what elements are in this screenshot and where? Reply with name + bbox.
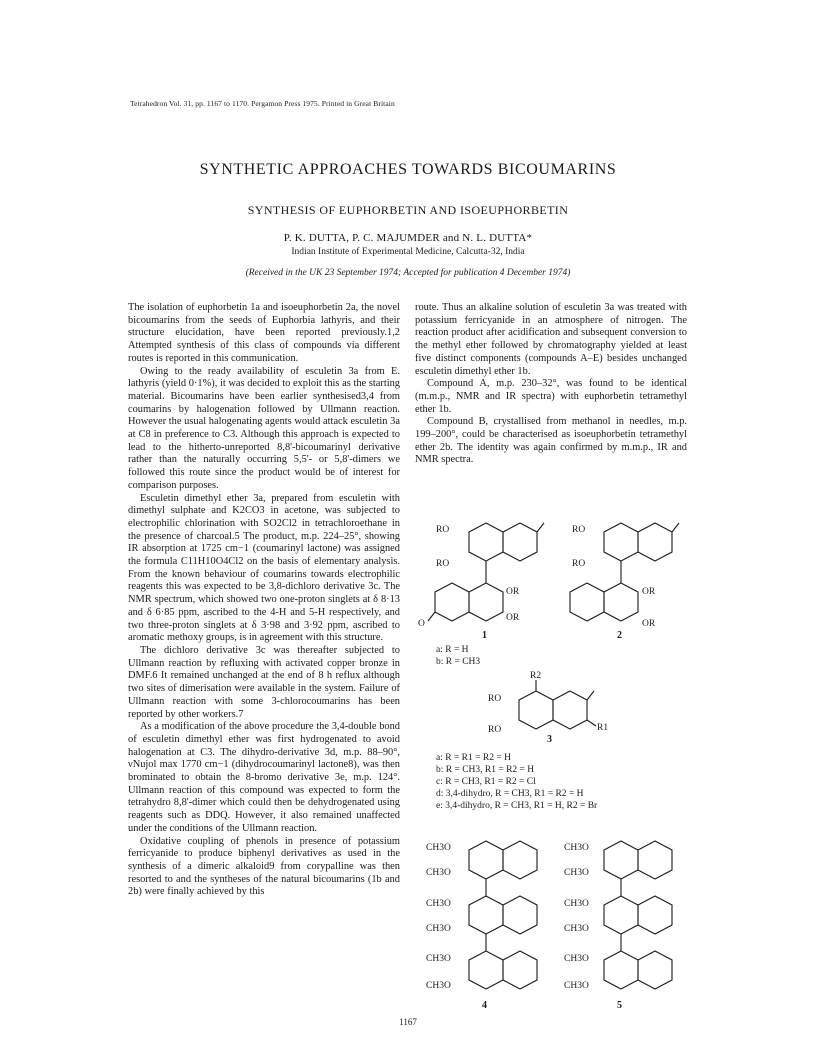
- paragraph: Owing to the ready availability of esculetin 3a from E. lathyris (yield 0·1%), it was decided to exploit this as the starting material. Bicoumarins have been earlier synthesised3,4 from coumarins by halogenation followed by Ullmann reaction. However the usual halogenating agents would attack esculetin 3a at C8 in preference to C3. Although this approach is expected to lead to the hitherto-unreported 8,8'-bicoumarinyl derivative rather than the naturally occurring 5,5'- or 5,8'-dimers we followed this route since the product would be of interest for comparison purposes.: [128, 365, 400, 491]
- methoxy-label: CH3O: [564, 981, 589, 991]
- compound-number-4: 4: [482, 1000, 487, 1011]
- article-subtitle: SYNTHESIS OF EUPHORBETIN AND ISOEUPHORBETIN: [247, 203, 569, 217]
- ro-label: RO: [436, 525, 450, 535]
- r1-label: R1: [597, 723, 609, 733]
- paragraph: route. Thus an alkaline solution of esculetin 3a was treated with potassium ferricyanide in an atmosphere of nitrogen. The reaction product after acidification and subsequent conversion to the methyl ether followed by chromatography yielded at least five distinct components (compounds A–E) besides unchanged esculetin dimethyl ether 1b.: [415, 302, 687, 377]
- compound-number-3: 3: [547, 734, 552, 745]
- or-label: OR: [642, 619, 656, 629]
- ro-label: RO: [488, 694, 502, 704]
- paragraph: The dichloro derivative 3c was thereafter subjected to Ullmann reaction by refluxing with activated copper bronze in DMF.6 It remained unchanged at the end of 8 h reflux although two sites of dimerisation were available in the system. Failure of Ullmann reaction with some 3-chlorocoumarins has been reported by other workers.7: [128, 644, 400, 720]
- methoxy-label: CH3O: [426, 924, 451, 934]
- paragraph: The isolation of euphorbetin 1a and isoeuphorbetin 2a, the novel bicoumarins from the seeds of Euphorbia lathyris, and their structure elucidation, have been reported previously.1,2 Attempted synthesis of this class of compounds via different routes is reported in this communication.: [128, 302, 400, 364]
- methoxy-label: CH3O: [564, 868, 589, 878]
- methoxy-label: CH3O: [426, 868, 451, 878]
- methoxy-label: CH3O: [426, 981, 451, 991]
- methoxy-label: CH3O: [564, 924, 589, 934]
- journal-citation: Tetrahedron Vol. 31, pp. 1167 to 1170. Pergamon Press 1975. Printed in Great Britain: [130, 99, 395, 108]
- methoxy-label: CH3O: [426, 843, 451, 853]
- methoxy-label: CH3O: [564, 899, 589, 909]
- right-column: [415, 302, 687, 467]
- affiliation: Indian Institute of Experimental Medicine, Calcutta-32, India: [291, 247, 525, 257]
- left-column: [128, 302, 400, 899]
- structure-figures: [414, 520, 704, 1040]
- compound-number-5: 5: [617, 1000, 622, 1011]
- or-label: OR: [642, 587, 656, 597]
- paragraph: Esculetin dimethyl ether 3a, prepared from esculetin with dimethyl sulphate and K2CO3 in acetone, was subjected to electrophilic chlorination with SO2Cl2 in tetrachloroethane in the presence of charcoal.5 The product, m.p. 224–25°, showing IR absorption at 1725 cm−1 (coumarinyl lactone) was assigned the formula C11H10O4Cl2 on the basis of elementary analysis. From the known behaviour of coumarins towards electrophilic reagents this was expected to be 3,8-dichloro derivative 3c. The NMR spectrum, which showed two one-proton singlets at δ 8·13 and δ 6·85 ppm, ascribed to the 4-H and 5-H respectively, and two three-proton singlets at δ 3·98 and 3·92 ppm, ascribed to aromatic methoxy groups, is in agreement with this structure.: [128, 492, 400, 644]
- paragraph: Compound B, crystallised from methanol in needles, m.p. 199–200°, could be characterised as isoeuphorbetin tetramethyl ether 2b. The identity was again confirmed by m.m.p., IR and NMR spectra.: [415, 416, 687, 466]
- substituent-key: a: R = H: [436, 645, 469, 655]
- o-label: O: [418, 619, 425, 629]
- author-list: P. K. DUTTA, P. C. MAJUMDER and N. L. DUTTA*: [283, 232, 533, 244]
- substituent-key: a: R = R1 = R2 = H: [436, 753, 511, 763]
- substituent-key: b: R = CH3, R1 = R2 = H: [436, 765, 535, 775]
- r2-label: R2: [530, 671, 542, 681]
- paragraph: As a modification of the above procedure the 3,4-double bond of esculetin dimethyl ether was first hydrogenated to avoid halogenation at C3. The dihydro-derivative 3d, m.p. 88–90°, νNujol max 1770 cm−1 (dihydrocoumarinyl lactone8), was then brominated to obtain the 8-bromo derivative 3e, m.p. 124°. Ullmann reaction of this compound was expected to form the tetrahydro 8,8'-dimer which could then be dehydrogenated using reagents such as DDQ. However, it also remained unaffected under the conditions of the Ullmann reaction.: [128, 721, 400, 834]
- received-date: (Received in the UK 23 September 1974; Accepted for publication 4 December 1974): [245, 268, 571, 278]
- substituent-key: e: 3,4-dihydro, R = CH3, R1 = H, R2 = Br: [436, 801, 598, 811]
- substituent-key: b: R = CH3: [436, 657, 481, 667]
- methoxy-label: CH3O: [564, 843, 589, 853]
- ro-label: RO: [572, 525, 586, 535]
- article-title: SYNTHETIC APPROACHES TOWARDS BICOUMARINS: [199, 161, 617, 178]
- or-label: OR: [506, 587, 520, 597]
- compound-number-2: 2: [617, 630, 622, 641]
- methoxy-label: CH3O: [564, 954, 589, 964]
- substituent-key: c: R = CH3, R1 = R2 = Cl: [436, 777, 536, 787]
- methoxy-label: CH3O: [426, 954, 451, 964]
- or-label: OR: [506, 613, 520, 623]
- ro-label: RO: [436, 559, 450, 569]
- ro-label: RO: [572, 559, 586, 569]
- page-number: 1167: [399, 1017, 417, 1027]
- compound-number-1: 1: [482, 630, 487, 641]
- paragraph: Compound A, m.p. 230–32°, was found to be identical (m.m.p., NMR and IR spectra) with euphorbetin tetramethyl ether 1b.: [415, 378, 687, 415]
- substituent-key: d: 3,4-dihydro, R = CH3, R1 = R2 = H: [436, 789, 584, 799]
- ro-label: RO: [488, 725, 502, 735]
- paragraph: Oxidative coupling of phenols in presence of potassium ferricyanide to produce biphenyl derivatives as used in the synthesis of a dimeric alkaloid9 from corypalline was then resorted to and the syntheses of the natural bicoumarins (1b and 2b) were finally achieved by this: [128, 835, 400, 898]
- methoxy-label: CH3O: [426, 899, 451, 909]
